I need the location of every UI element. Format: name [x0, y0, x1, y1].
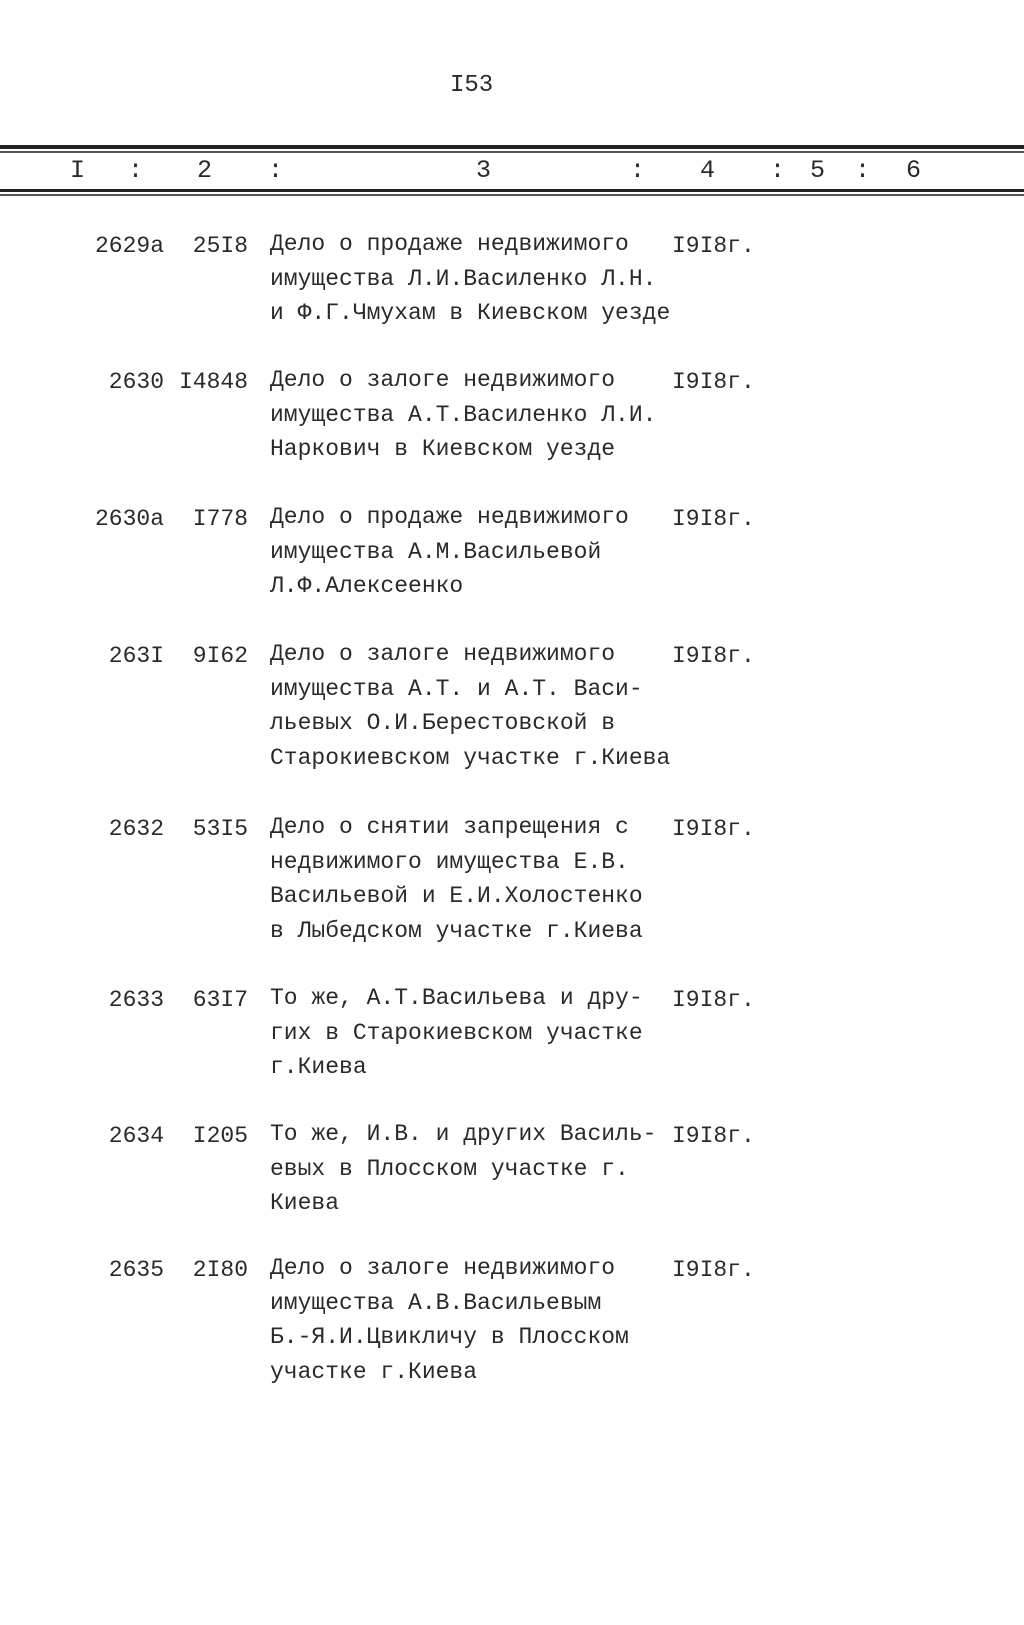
entry-year: I9I8г.	[672, 1257, 755, 1283]
description-line: имущества А.Т.Василенко Л.И.	[270, 401, 657, 428]
description-line: недвижимого имущества Е.В.	[270, 848, 629, 875]
entry-reference: 53I5	[192, 816, 248, 842]
entry-year: I9I8г.	[672, 1123, 755, 1149]
entry-reference: 25I8	[192, 233, 248, 259]
description-line: евых в Плосском участке г.	[270, 1155, 629, 1182]
entry-number: 2632	[108, 816, 164, 842]
description-line: имущества Л.И.Василенко Л.Н.	[270, 265, 657, 292]
col-sep: :	[770, 156, 786, 185]
header-rule-top-2	[0, 151, 1024, 153]
entry-reference: I205	[192, 1123, 248, 1149]
entry-year: I9I8г.	[672, 506, 755, 532]
entry-number: 2630	[108, 369, 164, 395]
entry-description	[270, 637, 670, 775]
entry-description	[270, 227, 670, 331]
description-line: То же, А.Т.Васильева и дру-	[270, 985, 643, 1011]
header-rule-bottom	[0, 189, 1024, 192]
entry-number: 2629а	[94, 233, 164, 259]
entry-number: 2630а	[94, 506, 164, 532]
entry-description	[270, 810, 643, 948]
col-header-5: 5	[810, 156, 826, 185]
description-line: Киева	[270, 1190, 340, 1216]
description-line: Дело о залоге недвижимого	[270, 1255, 616, 1281]
col-header-3: 3	[476, 156, 492, 185]
entry-number: 2635	[108, 1257, 164, 1283]
description-line: Л.Ф.Алексеенко	[270, 573, 464, 599]
description-line: Дело о залоге недвижимого	[270, 367, 616, 393]
col-header-1: I	[70, 156, 86, 185]
entry-description	[270, 1117, 656, 1221]
entry-year: I9I8г.	[672, 233, 755, 259]
col-header-2: 2	[197, 156, 213, 185]
description-line: имущества А.Т. и А.Т. Васи-	[270, 675, 643, 702]
description-line: гих в Старокиевском участке	[270, 1019, 643, 1046]
entry-year: I9I8г.	[672, 987, 755, 1013]
entry-description	[270, 363, 656, 467]
description-line: льевых О.И.Берестовской в	[270, 710, 616, 736]
col-sep: :	[630, 156, 646, 185]
entry-reference: 9I62	[192, 643, 248, 669]
entry-description	[270, 981, 643, 1085]
entry-number: 2633	[108, 987, 164, 1013]
col-header-6: 6	[906, 156, 922, 185]
col-sep: :	[268, 156, 284, 185]
entry-reference: 63I7	[192, 987, 248, 1013]
description-line: участке г.Киева	[270, 1358, 478, 1385]
description-line: Дело о продаже недвижимого	[270, 504, 629, 530]
entry-year: I9I8г.	[672, 643, 755, 669]
description-line: и Ф.Г.Чмухам в Киевском уезде	[270, 300, 671, 326]
entry-year: I9I8г.	[672, 816, 755, 842]
page-number: I53	[450, 72, 494, 99]
col-sep: :	[128, 156, 144, 185]
entry-reference: 2I80	[192, 1257, 248, 1283]
description-line: имущества А.В.Васильевым	[270, 1289, 602, 1316]
entry-description	[270, 500, 629, 604]
entry-description	[270, 1251, 629, 1389]
description-line: Старокиевском участке г.Киева	[270, 744, 671, 771]
description-line: Васильевой и Е.И.Холостенко	[270, 883, 643, 909]
description-line: имущества А.М.Васильевой	[270, 538, 602, 565]
entry-reference: I4848	[178, 369, 248, 395]
entry-number: 2634	[108, 1123, 164, 1149]
description-line: Дело о залоге недвижимого	[270, 641, 616, 667]
description-line: То же, И.В. и других Василь-	[270, 1121, 657, 1147]
col-header-4: 4	[700, 156, 716, 185]
description-line: г.Киева	[270, 1054, 367, 1080]
entry-number: 263I	[108, 643, 164, 669]
header-rule-bottom-2	[0, 194, 1024, 196]
description-line: Дело о продаже недвижимого	[270, 231, 629, 257]
header-rule-top	[0, 145, 1024, 149]
description-line: Наркович в Киевском уезде	[270, 436, 616, 462]
description-line: Дело о снятии запрещения с	[270, 814, 629, 840]
description-line: в Лыбедском участке г.Киева	[270, 917, 643, 944]
entry-year: I9I8г.	[672, 369, 755, 395]
entry-reference: I778	[192, 506, 248, 532]
col-sep: :	[855, 156, 871, 185]
description-line: Б.-Я.И.Цвикличу в Плосском	[270, 1324, 629, 1350]
